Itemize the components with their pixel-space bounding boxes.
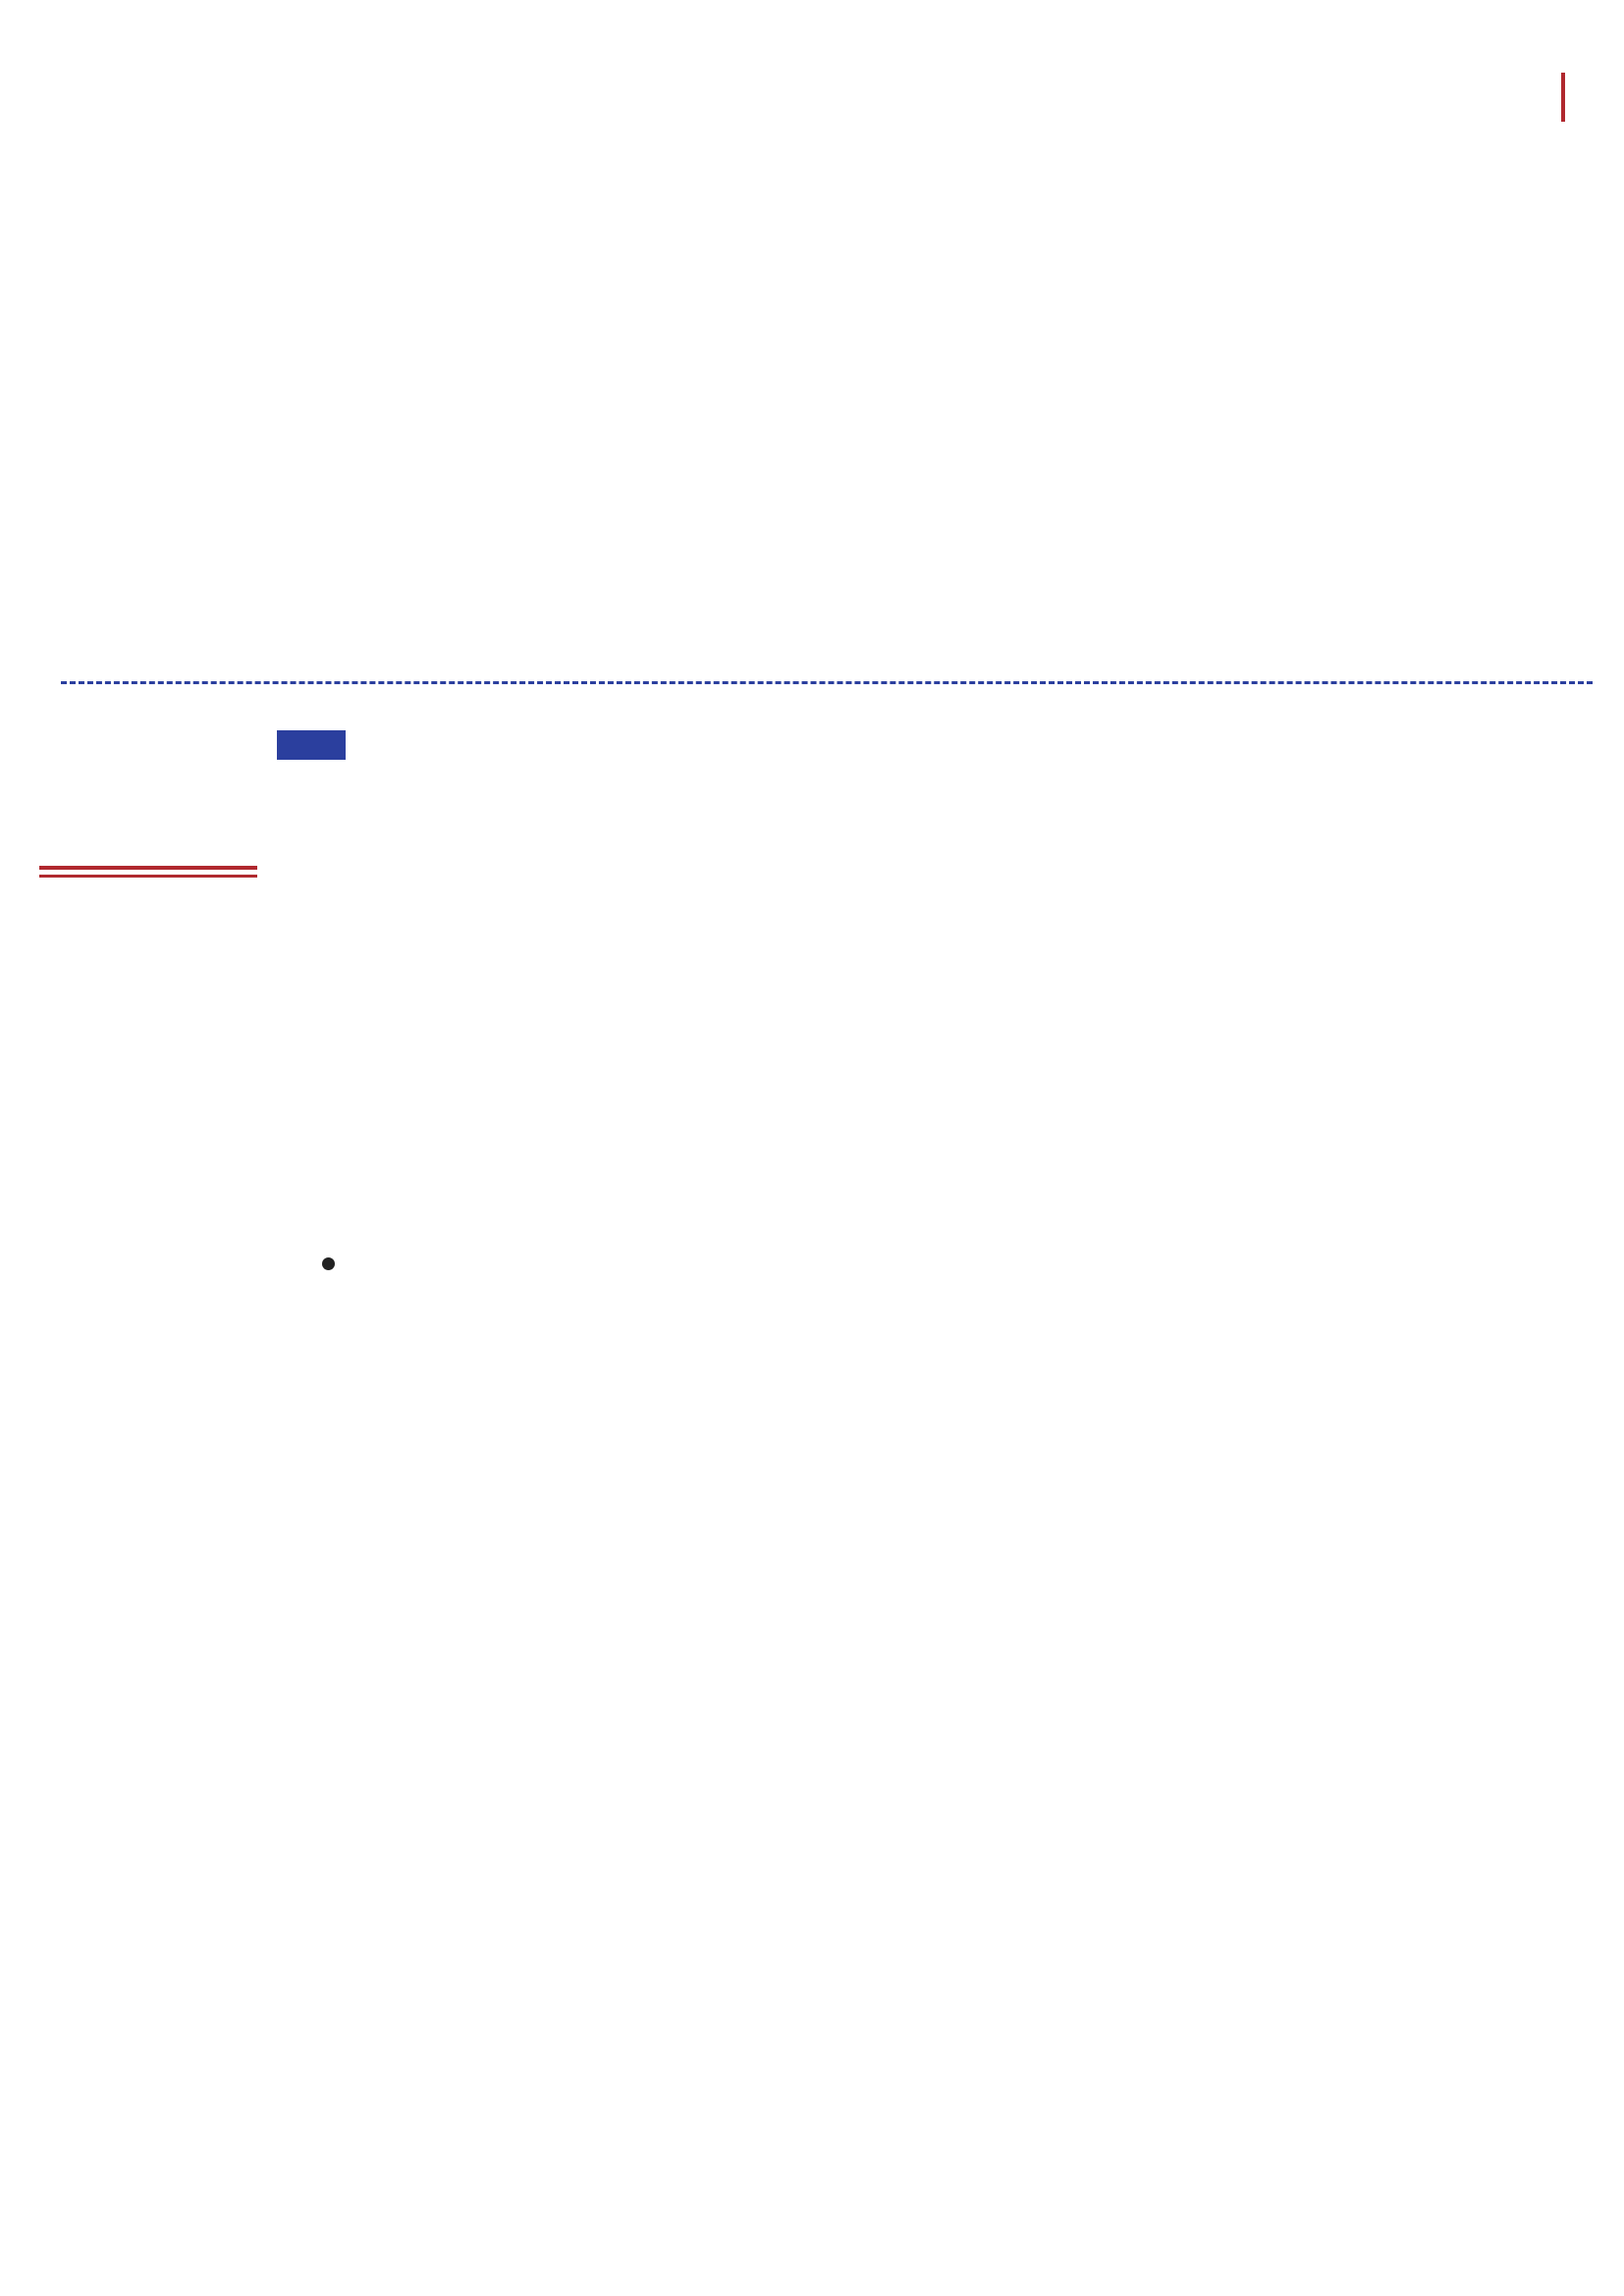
extension-underline-2 bbox=[39, 875, 257, 878]
extension-heading bbox=[358, 720, 376, 756]
extension-title-bar bbox=[277, 730, 346, 760]
practice-heading bbox=[322, 1249, 362, 1285]
bullet-icon bbox=[322, 1257, 335, 1270]
practice-instruction bbox=[417, 1318, 433, 1353]
extension-underline-1 bbox=[39, 866, 257, 870]
section-divider bbox=[61, 681, 1593, 684]
chapter-marker-bar bbox=[1561, 73, 1565, 122]
